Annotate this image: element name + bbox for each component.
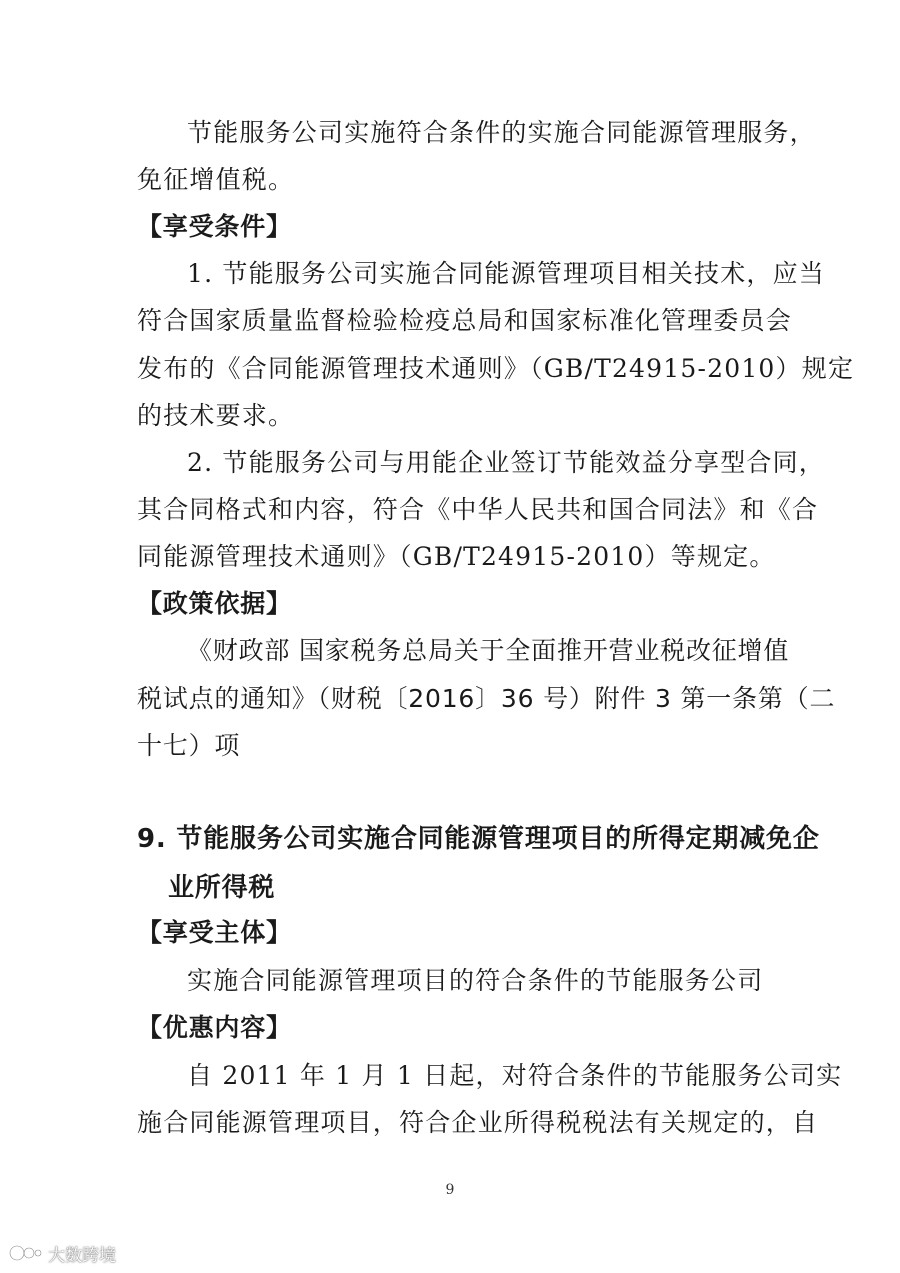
- body-text-line: 同能源管理技术通则》（GB/T24915-2010）等规定。: [137, 542, 776, 571]
- section-heading-beneficiary: 【享受主体】: [137, 918, 292, 947]
- body-text-line: 符合国家质量监督检验检疫总局和国家标准化管理委员会: [137, 306, 793, 335]
- body-text-line: 自 2011 年 1 月 1 日起，对符合条件的节能服务公司实: [187, 1061, 843, 1090]
- body-text-line: 其合同格式和内容，符合《中华人民共和国合同法》和《合: [137, 495, 819, 524]
- section-heading-policy-basis: 【政策依据】: [137, 589, 292, 618]
- body-text-line: 的技术要求。: [137, 401, 295, 430]
- body-text-line: 税试点的通知》（财税〔2016〕36 号）附件 3 第一条第（二: [137, 684, 836, 713]
- body-text-line: 施合同能源管理项目，符合企业所得税税法有关规定的，自: [137, 1108, 819, 1137]
- body-text-line: 《财政部 国家税务总局关于全面推开营业税改征增值: [187, 636, 790, 665]
- body-text-line: 实施合同能源管理项目的符合条件的节能服务公司: [187, 966, 764, 995]
- section-heading-conditions: 【享受条件】: [137, 212, 292, 241]
- body-text-line: 免征增值税。: [137, 165, 295, 194]
- section-heading-preferential-content: 【优惠内容】: [137, 1013, 292, 1042]
- item-heading-9: 9. 节能服务公司实施合同能源管理项目的所得定期减免企: [137, 824, 820, 854]
- watermark: [8, 1240, 116, 1266]
- body-text-line: 1. 节能服务公司实施合同能源管理项目相关技术，应当: [187, 259, 826, 288]
- body-text-line: 十七）项: [137, 731, 241, 760]
- watermark-text: 大数跨境: [48, 1245, 116, 1266]
- body-text-line: 发布的《合同能源管理技术通则》（GB/T24915-2010）规定: [137, 354, 855, 383]
- page-number: 9: [445, 1182, 455, 1198]
- item-heading-9-continued: 业所得税: [168, 873, 276, 903]
- watermark-logo-icon: [8, 1242, 42, 1264]
- body-text-line: 2. 节能服务公司与用能企业签订节能效益分享型合同，: [187, 448, 826, 477]
- body-text-line: 节能服务公司实施符合条件的实施合同能源管理服务，: [187, 118, 816, 147]
